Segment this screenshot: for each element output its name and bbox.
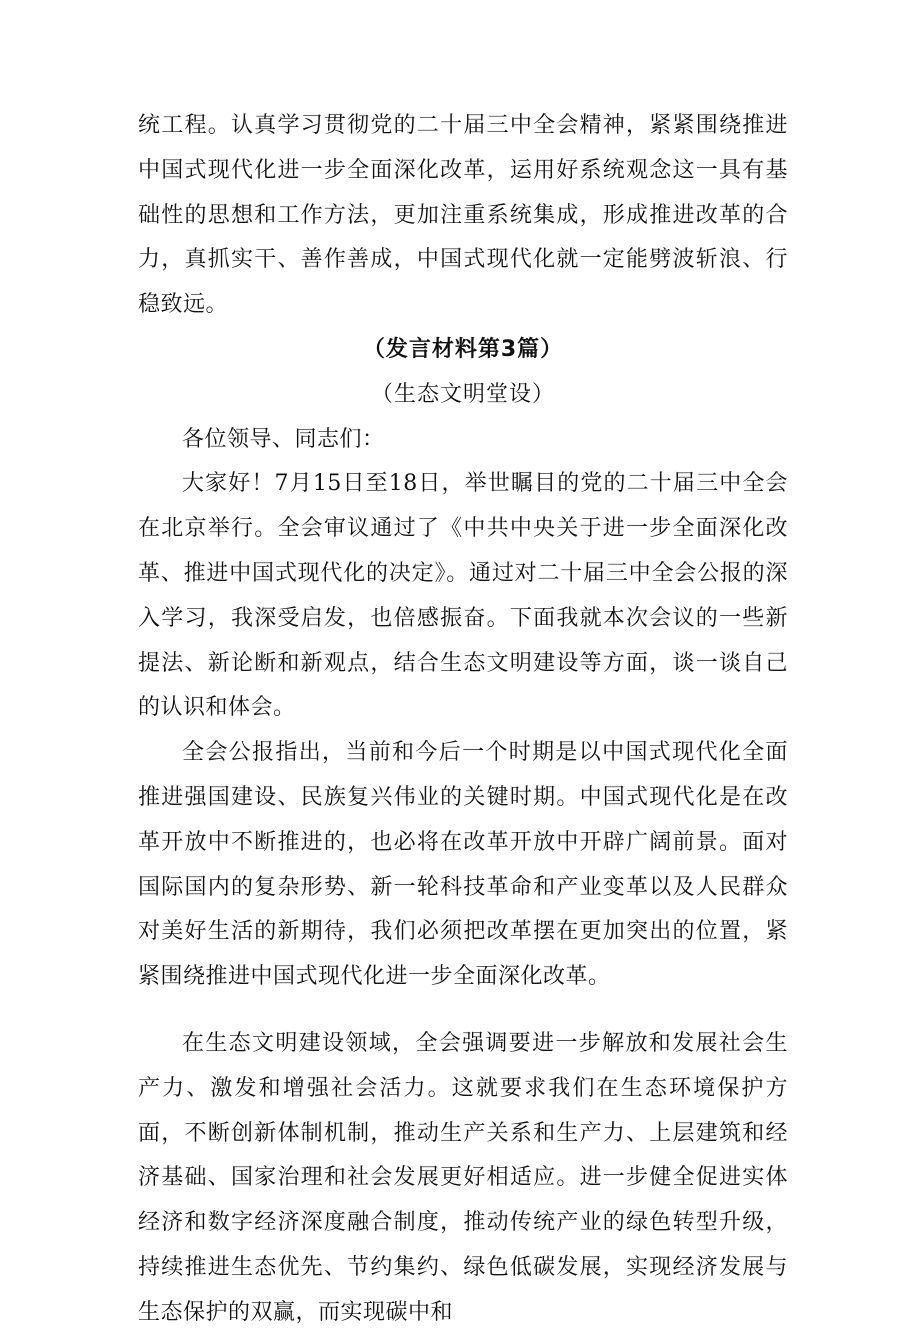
salutation: 各位领导、同志们： (182, 426, 385, 452)
document-body (138, 104, 788, 1336)
section-title: （发言材料第3篇） (362, 336, 564, 362)
body-paragraph-2: 全会公报指出，当前和今后一个时期是以中国式现代化全面推进强国建设、民族复兴伟业的关键时期。中国式现代化是在改革开放中不断推进的，也必将在改革开放中开辟广阔前景。面对国际国内的复杂形势、新一轮科技革命和产业变革以及人民群众对美好生活的新期待，我们必须把改革摆在更加突出的位置，紧紧围绕推进中国式现代化进一步全面深化改革。 (138, 740, 788, 990)
intro-paragraph: 统工程。认真学习贯彻党的二十届三中全会精神，紧紧围绕推进中国式现代化进一步全面深化改革，运用好系统观念这一具有基础性的思想和工作方法，更加注重系统集成，形成推进改革的合力，真抓实干、善作善成，中国式现代化就一定能劈波斩浪、行稳致远。 (138, 113, 788, 318)
body-paragraph-3: 在生态文明建设领域，全会强调要进一步解放和发展社会生产力、激发和增强社会活力。这就要求我们在生态环境保护方面，不断创新体制机制，推动生产关系和生产力、上层建筑和经济基础、国家治理和社会发展更好相适应。进一步健全促进实体经济和数字经济深度融合制度，推动传统产业的绿色转型升级，持续推进生态优先、节约集约、绿色低碳发展，实现经济发展与生态保护的双赢，而实现碳中和 (138, 1030, 788, 1325)
section-subtitle: （生态文明堂设） (370, 381, 555, 407)
paragraph-gap (138, 1000, 788, 1022)
body-paragraph-1: 大家好！7月15日至18日，举世瞩目的党的二十届三中全会在北京举行。全会审议通过了《中共中央关于进一步全面深化改革、推进中国式现代化的决定》。通过对二十届三中全会公报的深入学习，我深受启发，也倍感振奋。下面我就本次会议的一些新提法、新论断和新观点，结合生态文明建设等方面，谈一谈自己的认识和体会。 (138, 471, 788, 721)
